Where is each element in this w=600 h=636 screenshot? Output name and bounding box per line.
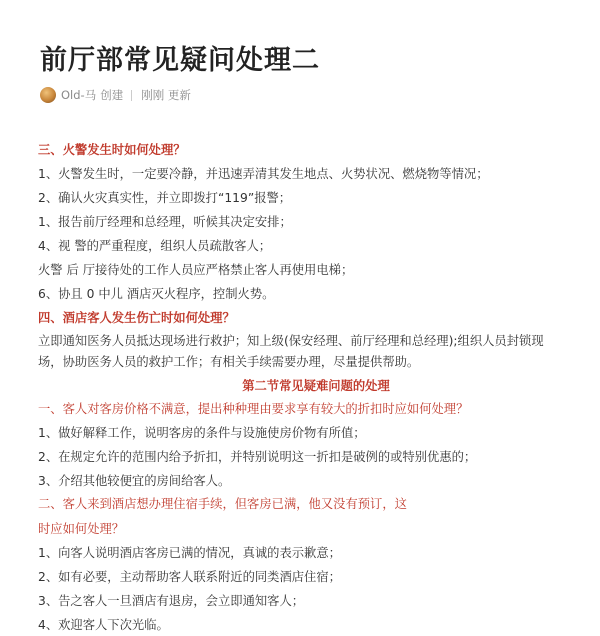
list-item: 2、确认火灾真实性，并立即拨打“119”报警；	[38, 191, 292, 205]
list-item: 3、告之客人一旦酒店有退房，会立即通知客人；	[38, 594, 305, 608]
list-item: 火警 后 厅接待处的工作人员应严格禁止客人再使用电梯；	[38, 263, 354, 277]
avatar[interactable]	[40, 87, 56, 103]
article-meta	[40, 86, 191, 104]
list-item: 1、火警发生时，一定要冷静，并迅速弄清其发生地点、火势状况、燃烧物等情况；	[38, 167, 489, 181]
list-item: 4、视 警的严重程度，组织人员疏散客人；	[38, 239, 272, 253]
list-item: 2、在规定允许的范围内给予折扣，并特别说明这一折扣是破例的或特别优惠的；	[38, 450, 477, 464]
chapter-heading: 第二节常见疑难问题的处理	[242, 379, 390, 393]
page-title: 前厅部常见疑问处理二	[40, 45, 320, 76]
updated-label: 刚刚 更新	[141, 88, 191, 102]
question-heading: 二、客人来到酒店想办理住宿手续，但客房已满，他又没有预订，这	[38, 497, 407, 511]
list-item: 3、介绍其他较便宜的房间给客人。	[38, 474, 231, 488]
meta-divider	[131, 90, 132, 101]
list-item: 6、协且 0 中儿 酒店灭火程序，控制火势。	[38, 287, 275, 301]
author-name[interactable]: Old-马	[61, 88, 97, 102]
section-heading: 四、酒店客人发生伤亡时如何处理？	[38, 311, 235, 325]
section-heading: 三、火警发生时如何处理？	[38, 143, 186, 157]
list-item: 1、向客人说明酒店客房已满的情况，真诚的表示歉意；	[38, 546, 341, 560]
created-label: 创建	[100, 88, 124, 102]
list-item: 1、做好解释工作，说明客房的条件与设施使房价物有所值；	[38, 426, 366, 440]
question-heading: 时应如何处理？	[38, 522, 125, 536]
list-item: 2、如有必要，主动帮助客人联系附近的同类酒店住宿；	[38, 570, 341, 584]
question-heading: 一、客人对客房价格不满意，提出种种理由要求享有较大的折扣时应如何处理？	[38, 402, 469, 416]
paragraph: 立即通知医务人员抵达现场进行救护；知上级(保安经理、前厅经理和总经理);组织人员封锁现场，协助医务人员的救护工作；有相关手续需要办理，尽量提供帮助。	[38, 334, 544, 369]
list-item: 1、报告前厅经理和总经理，听候其决定安排；	[38, 215, 292, 229]
list-item: 4、欢迎客人下次光临。	[38, 618, 169, 632]
